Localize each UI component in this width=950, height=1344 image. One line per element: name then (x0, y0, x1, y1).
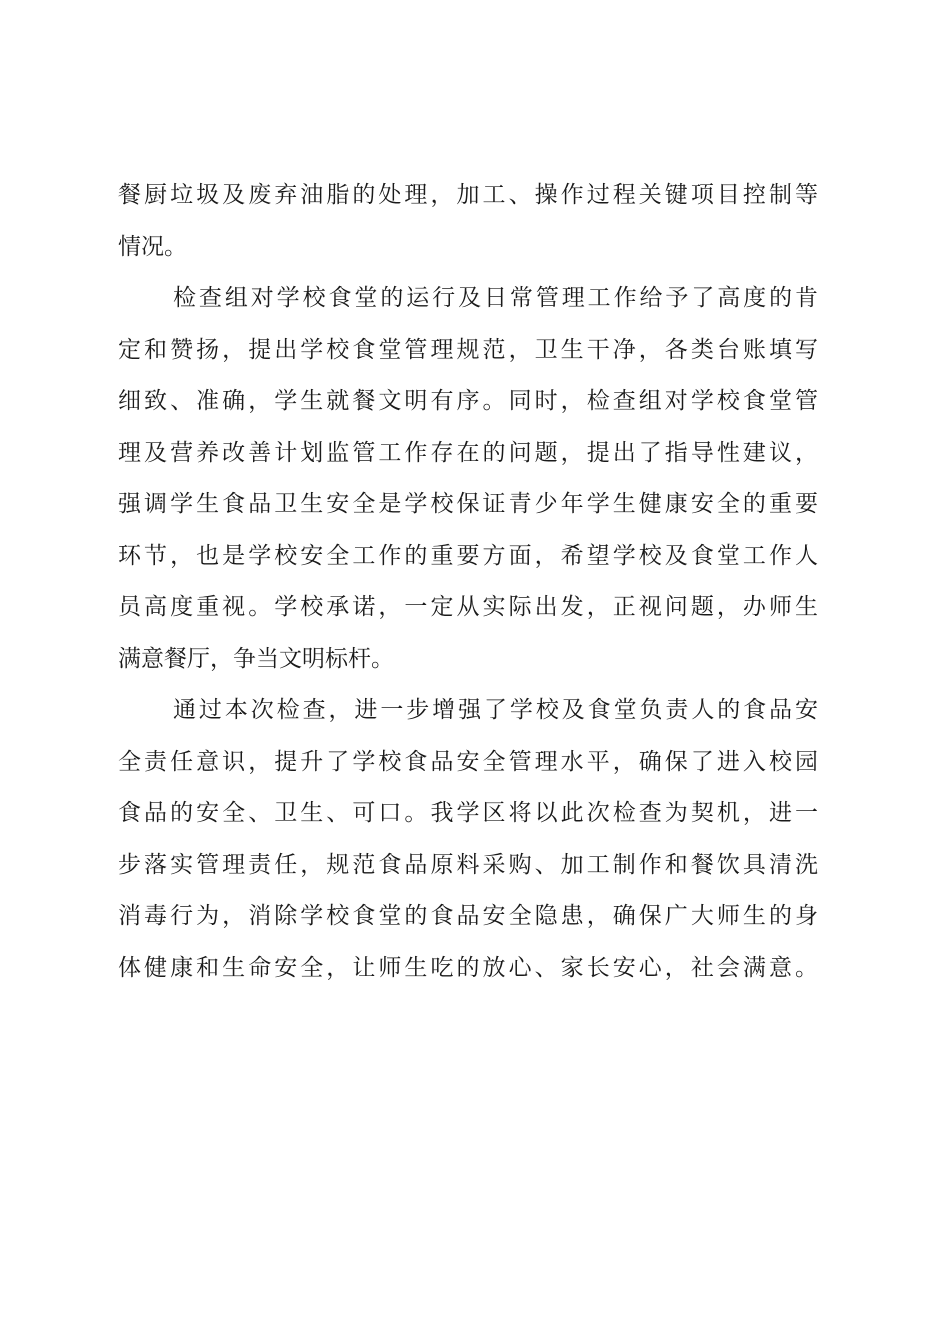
text-line: 消毒行为，消除学校食堂的食品安全隐患，确保广大师生的身 (118, 903, 818, 929)
text-line: 理及营养改善计划监管工作存在的问题，提出了指导性建议， (118, 439, 818, 466)
text-line: 员高度重视。学校承诺，一定从实际出发，正视问题，办师生 (118, 594, 818, 620)
text-line: 满意餐厅，争当文明标杆。 (118, 645, 394, 672)
text-line: 情况。 (118, 233, 187, 260)
text-line: 餐厨垃圾及废弃油脂的处理，加工、操作过程关键项目控制等 (118, 182, 818, 208)
text-line: 定和赞扬，提出学校食堂管理规范，卫生干净，各类台账填写 (118, 336, 818, 363)
text-line: 检查组对学校食堂的运行及日常管理工作给予了高度的肯 (173, 285, 818, 311)
paragraph-2 (118, 273, 818, 685)
text-line: 细致、准确，学生就餐文明有序。同时，检查组对学校食堂管 (118, 388, 818, 414)
paragraph-3 (118, 685, 818, 994)
text-line: 体健康和生命安全，让师生吃的放心、家长安心，社会满意。 (118, 954, 818, 981)
text-line: 食品的安全、卫生、可口。我学区将以此次检查为契机，进一 (118, 800, 818, 826)
text-line: 强调学生食品卫生安全是学校保证青少年学生健康安全的重要 (118, 491, 818, 517)
text-line: 全责任意识，提升了学校食品安全管理水平，确保了进入校园 (118, 748, 818, 775)
text-line: 通过本次检查，进一步增强了学校及食堂负责人的食品安 (173, 697, 818, 723)
text-line: 步落实管理责任，规范食品原料采购、加工制作和餐饮具清洗 (118, 851, 818, 878)
text-line: 环节，也是学校安全工作的重要方面，希望学校及食堂工作人 (118, 542, 818, 569)
document-body (118, 170, 818, 994)
paragraph-1 (118, 170, 818, 273)
